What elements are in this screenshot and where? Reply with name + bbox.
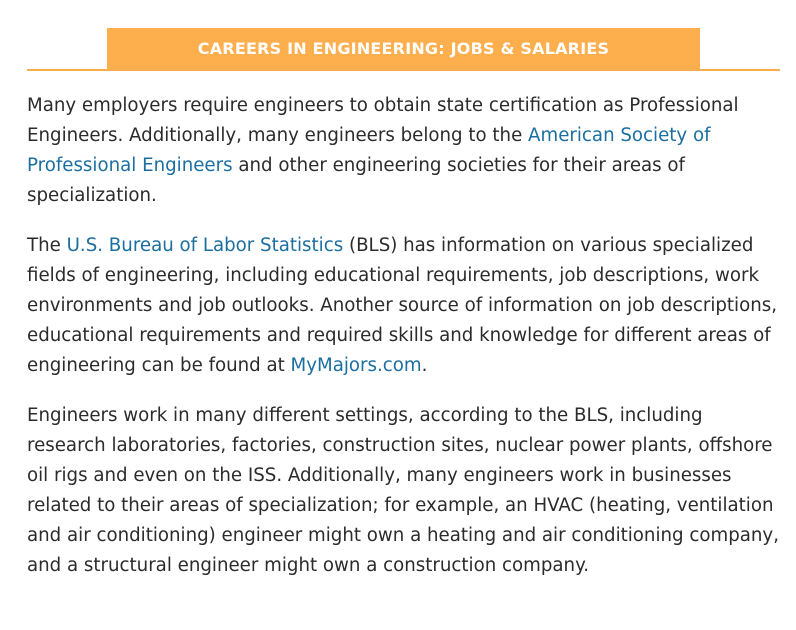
paragraph-text: Many employers require engineers to obtain state certification as Professional Engineers. Additionally, many engineers belong to the <box>27 95 739 146</box>
bls-link[interactable]: U.S. Bureau of Labor Statistics <box>66 235 344 256</box>
section-header <box>27 28 780 71</box>
paragraph-text: . <box>421 355 428 376</box>
paragraph-text: Engineers work in many different settings, according to the BLS, including research laboratories, factories, construction sites, nuclear power plants, offshore oil rigs and even on the ISS. Additionally, many engineers work in businesses related to their areas of specialization; for example, an HVAC (heating, ventilation and air conditioning) engineer might own a heating and air conditioning company, and a structural engineer might own a construction company. <box>27 405 779 576</box>
mymajors-link[interactable]: MyMajors.com <box>290 355 422 376</box>
paragraph-certification <box>27 91 779 211</box>
paragraph-bls <box>27 231 779 381</box>
section-title: CAREERS IN ENGINEERING: JOBS & SALARIES <box>107 28 700 69</box>
paragraph-text: (BLS) has information on various specialized fields of engineering, including educational requirements, job descriptions, work environments and job outlooks. Another source of information on job descriptions, educational requirements and required skills and knowledge for different areas of engineering can be found at <box>27 235 778 376</box>
paragraph-text: The <box>27 235 67 256</box>
aspe-link[interactable]: American Society of Professional Engineers <box>27 125 711 176</box>
paragraph-text: and other engineering societies for their areas of specialization. <box>27 155 685 206</box>
paragraph-settings <box>27 401 779 581</box>
article-body <box>27 91 779 601</box>
